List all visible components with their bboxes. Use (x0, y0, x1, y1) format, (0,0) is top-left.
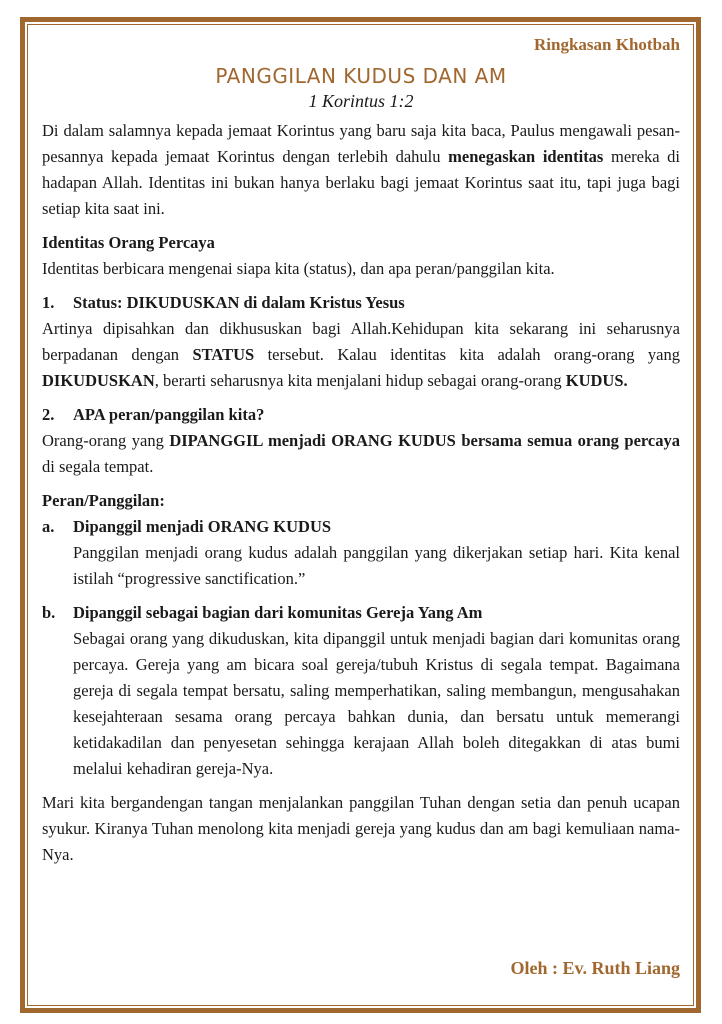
point-2-bold: DIPANGGIL menjadi ORANG KUDUS bersama semua orang percaya (169, 431, 680, 450)
point-2-number: 2. (42, 405, 55, 424)
point-2-text-a: Orang-orang yang (42, 431, 170, 450)
point-2 (42, 402, 680, 480)
role-a-title: Dipanggil menjadi ORANG KUDUS (73, 517, 332, 536)
point-1-heading (42, 290, 680, 316)
intro-text-1: Di dalam salamnya kepada jemaat Korintus yang baru saja kita baca, Paulus mengawali pesan-pesannya kepada jemaat Korintus dengan terlebih dahulu (42, 121, 680, 166)
point-2-text-b: di segala tempat. (42, 457, 154, 476)
intro-paragraph (42, 118, 680, 222)
role-a-heading (42, 514, 680, 540)
role-b-letter: b. (42, 603, 56, 622)
scripture-reference: 1 Korintus 1:2 (308, 91, 414, 111)
point-1-text-a: Artinya dipisahkan dan dikhususkan bagi Allah.Kehidupan kita sekarang ini seharusnya berpadanan dengan (42, 319, 680, 364)
point-2-text (42, 428, 680, 480)
identity-section (42, 230, 680, 282)
role-b-title: Dipanggil sebagai bagian dari komunitas Gereja Yang Am (73, 603, 483, 622)
author-credit: Oleh : Ev. Ruth Liang (510, 958, 680, 978)
roles-section (42, 488, 680, 782)
role-a-letter: a. (42, 517, 55, 536)
point-2-title: APA peran/panggilan kita? (73, 405, 265, 424)
sermon-summary (42, 30, 680, 868)
intro-emphasis: menegaskan identitas (448, 147, 604, 166)
point-1-bold-c: KUDUS. (565, 371, 628, 390)
document-label: Ringkasan Khotbah (534, 35, 680, 54)
point-1-text (42, 316, 680, 394)
identity-text: Identitas berbicara mengenai siapa kita (status), dan apa peran/panggilan kita. (42, 259, 555, 278)
point-1-number: 1. (42, 293, 55, 312)
role-b-heading (42, 600, 680, 626)
point-1-title: Status: DIKUDUSKAN di dalam Kristus Yesus (73, 293, 405, 312)
role-a-text: Panggilan menjadi orang kudus adalah panggilan yang dikerjakan setiap hari. Kita kenal istilah “progressive sanctification.” (73, 543, 680, 588)
roles-heading: Peran/Panggilan: (42, 491, 165, 510)
point-1-bold-b: DIKUDUSKAN (42, 371, 155, 390)
closing-paragraph: Mari kita bergandengan tangan menjalankan panggilan Tuhan dengan setia dan penuh ucapan syukur. Kiranya Tuhan menolong kita menjadi gereja yang kudus dan am bagi kemuliaan nama-Nya. (42, 793, 680, 864)
point-1-text-b: tersebut. Kalau identitas kita adalah orang-orang yang (254, 345, 680, 364)
point-1 (42, 290, 680, 394)
point-1-bold-a: STATUS (192, 345, 255, 364)
page-title: PANGGILAN KUDUS DAN AM (215, 64, 507, 88)
identity-heading: Identitas Orang Percaya (42, 233, 215, 252)
point-2-heading (42, 402, 680, 428)
role-b-text: Sebagai orang yang dikuduskan, kita dipanggil untuk menjadi bagian dari komunitas orang percaya. Gereja yang am bicara soal gereja/tubuh Kristus di segala tempat. Bagaimana gereja di segala tempat bersatu, saling memperhatikan, saling membangun, mengusahakan kesejahteraan sesama orang percaya bahkan dunia, dan bersatu untuk memerangi ketidakadilan dan penyesetan sehingga kerajaan Allah boleh ditegakkan di atas bumi melalui kehadiran gereja-Nya. (73, 629, 680, 778)
point-1-text-c: , berarti seharusnya kita menjalani hidup sebagai orang-orang (154, 371, 566, 390)
intro-text-2: mereka di hadapan Allah. Identitas ini bukan hanya berlaku bagi jemaat Korintus saat itu, tapi juga bagi setiap kita saat ini. (42, 147, 680, 218)
